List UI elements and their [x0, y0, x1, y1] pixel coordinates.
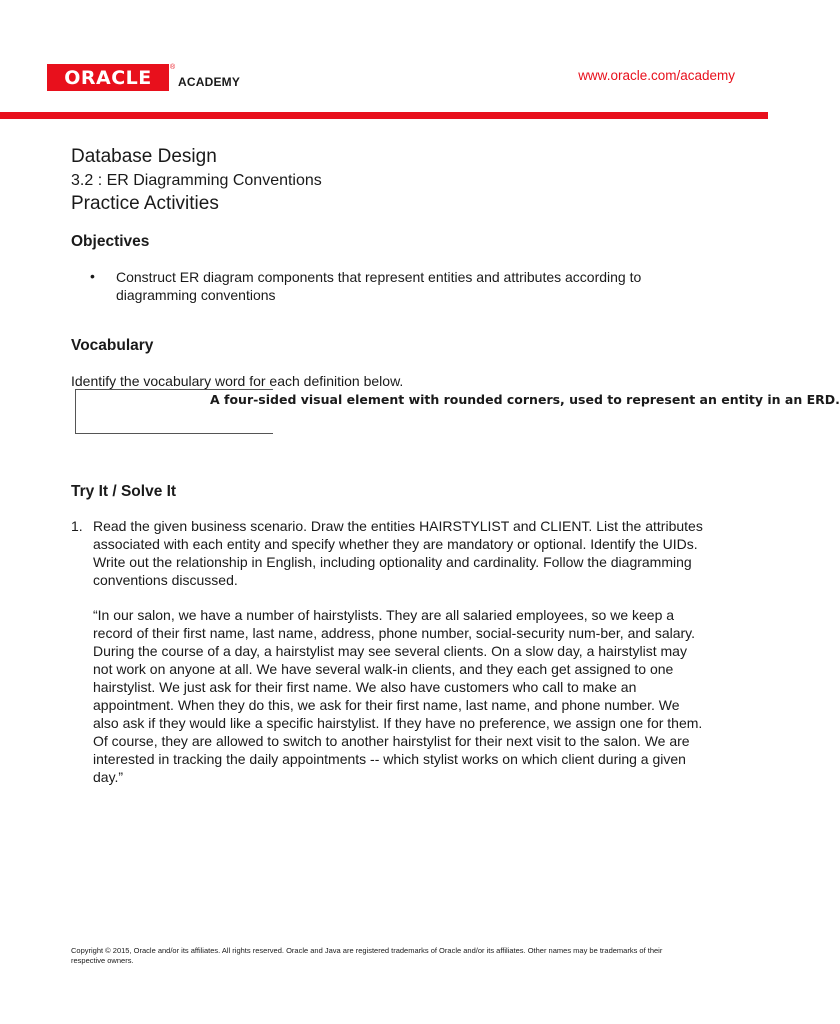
- try-it-heading: Try It / Solve It: [71, 483, 177, 500]
- registered-mark: ®: [170, 64, 176, 71]
- vocabulary-definition: A four-sided visual element with rounded corners, used to represent an entity in an ERD.: [210, 392, 840, 407]
- course-title: Database Design: [71, 146, 217, 167]
- bullet-icon: •: [90, 268, 95, 284]
- objectives-heading: Objectives: [71, 233, 150, 250]
- header-divider: [0, 112, 768, 119]
- objective-item: Construct ER diagram components that represent entities and attributes according to diagramming conventions: [116, 269, 642, 303]
- business-scenario-quote: “In our salon, we have a number of hairstylists. They are all salaried employees, so we keep a record of their first name, last name, address, phone number, social-security num-ber, and salary. During the course of a day, a hairstylist may see several clients. On a slow day, a hairstylist may not work on anyone at all. We have several walk-in clients, and they each get assigned to one hairstylist. We just ask for their first name. We also have customers who call to make an appointment. When they do this, we ask for their first name, last name, and phone number. We also ask if they would like a specific hairstylist. If they have no preference, we assign one for them. Of course, they are allowed to switch to another hairstylist for their next visit to the salon. We are interested in tracking the daily appointments -- which stylist works on which client during a given day.”: [93, 607, 703, 785]
- oracle-logo: [47, 64, 169, 91]
- academy-url-link[interactable]: www.oracle.com/academy: [578, 68, 735, 83]
- copyright-footer: Copyright © 2015, Oracle and/or its affiliates. All rights reserved. Oracle and Java are registered trademarks of Oracle and/or its affiliates. Other names may be trademarks of their respective owners.: [71, 946, 663, 965]
- question-instructions: Read the given business scenario. Draw the entities HAIRSTYLIST and CLIENT. List the attributes associated with each entity and specify whether they are mandatory or optional. Identify the UIDs. Write out the relationship in English, including optionality and cardinality. Follow the diagramming conventions discussed.: [93, 518, 703, 588]
- question-number: 1.: [71, 518, 83, 534]
- vocabulary-heading: Vocabulary: [71, 337, 154, 354]
- academy-label: ACADEMY: [178, 75, 241, 89]
- activity-title: Practice Activities: [71, 193, 219, 214]
- oracle-logo-text: ORACLE: [64, 67, 152, 89]
- vocabulary-instructions: Identify the vocabulary word for each definition below.: [71, 373, 404, 389]
- lesson-title: 3.2 : ER Diagramming Conventions: [71, 172, 322, 189]
